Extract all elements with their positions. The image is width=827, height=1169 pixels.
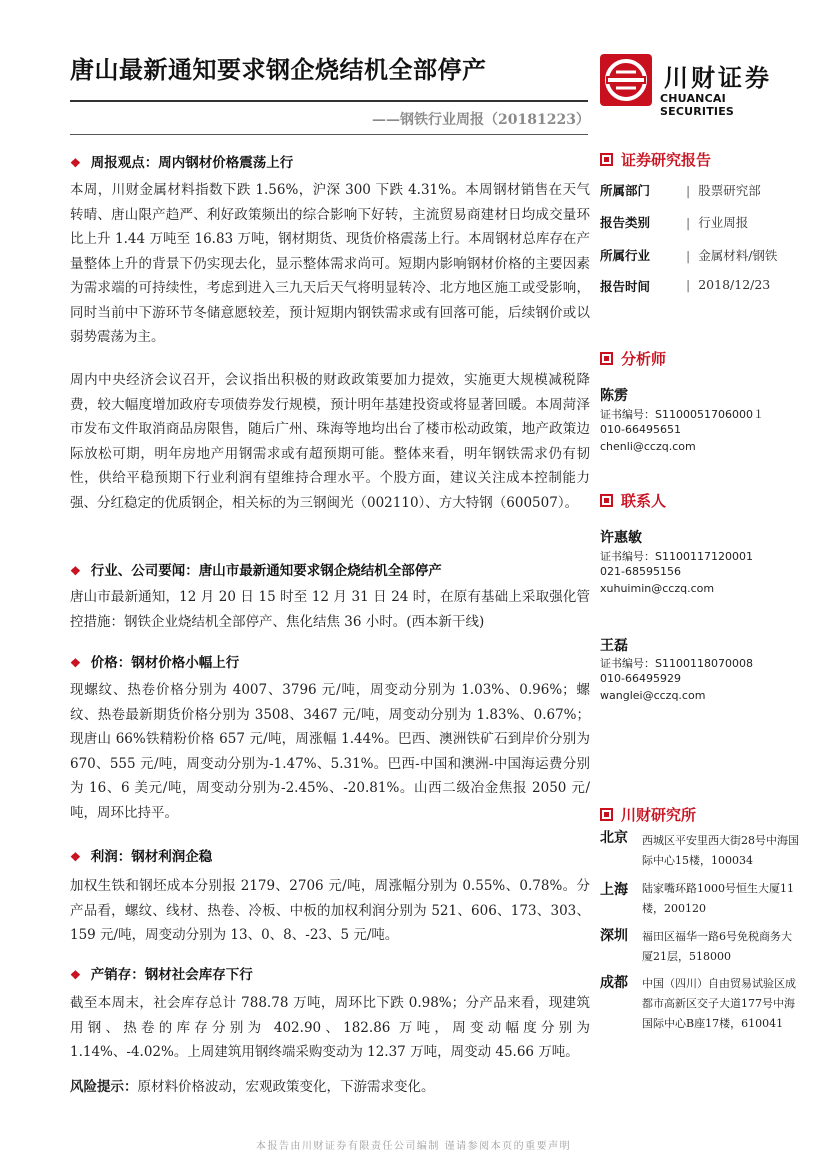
paragraph: 加权生铁和钢坯成本分别报 2179、2706 元/吨，周涨幅分别为 0.55%、0.78%。分产品看，螺纹、线材、热卷、冷板、中板的加权利润分别为 521、606、173、303、159 元/吨，周变动分别为 13、0、8、-23、5 元/吨。 — [70, 878, 590, 943]
contact-cert: 证书编号：S1100117120001 — [600, 550, 753, 563]
paragraph: 截至本周末，社会库存总计 788.78 万吨，周环比下跌 0.98%；分产品来看，现建筑用钢、热卷的库存分别为 402.90、182.86 万吨，周变动幅度分别为 1.14%、-4.02%。上周建筑用钢终端采购变动为 12.37 万吨，周变动 45.66 万吨。 — [70, 995, 590, 1060]
section-heading: ❖ 价格：钢材价格小幅上行 — [70, 655, 240, 671]
square-bullet-icon — [600, 352, 613, 365]
diamond-icon: ❖ — [70, 850, 81, 864]
sidebar-heading-institute: 川财研究所 — [600, 804, 696, 825]
analyst-cert: 证书编号：S1100051706000１ — [600, 408, 764, 421]
sidebar-heading-analyst: 分析师 — [600, 348, 666, 369]
office-city: 深圳 — [600, 928, 628, 944]
logo-chinese-name: 川财证券 — [664, 64, 772, 92]
section-heading: ❖ 周报观点：周内钢材价格震荡上行 — [70, 155, 294, 171]
analyst-email[interactable]: chenli@cczq.com — [600, 440, 696, 453]
paragraph: 本周，川财金属材料指数下跌 1.56%，沪深 300 下跌 4.31%。本周钢材销售在天气转晴、唐山限产趋严、利好政策频出的综合影响下好转，主流贸易商建材日均成交量环比上升 1.44 万吨至 16.83 万吨，钢材期货、现货价格震荡上行。本周钢材总库存在产量整体上升的背景下仍实现去化，显示整体需求尚可。短期内影响钢材价格的主要因素为需求端的可持续性，考虑到进入三九天后天气将明显转冷、北方地区施工或受影响，同时当前中下游环节冬储意愿较差，预计短期内钢铁需求或有回落可能，后续钢价或以弱势震荡为主。 — [70, 182, 590, 345]
risk-label: 风险提示： — [70, 1079, 138, 1095]
risk-text: 原材料价格波动，宏观政策变化，下游需求变化。 — [137, 1079, 435, 1095]
contact-name: 王磊 — [600, 638, 628, 654]
office-city: 上海 — [600, 882, 628, 898]
office-city: 成都 — [600, 975, 628, 991]
contact-name: 许惠敏 — [600, 530, 642, 546]
chuancai-logo-icon — [600, 54, 652, 106]
contact-phone: 010-66495929 — [600, 672, 681, 685]
office-city: 北京 — [600, 830, 628, 846]
footer-disclaimer: 本报告由川财证券有限责任公司编制 谨请参阅本页的重要声明 — [255, 1141, 572, 1152]
section-heading: ❖ 行业、公司要闻：唐山市最新通知要求钢企烧结机全部停产 — [70, 563, 442, 579]
title-rule-bottom — [70, 134, 588, 135]
office-address: 西城区平安里西大街28号中海国际中心15楼，100034 — [642, 834, 799, 867]
risk-warning — [70, 1075, 590, 1100]
contact-email[interactable]: wanglei@cczq.com — [600, 689, 706, 702]
square-bullet-icon — [600, 153, 613, 166]
report-title: 唐山最新通知要求钢企烧结机全部停产 — [70, 55, 487, 84]
analyst-phone: 010-66495651 — [600, 423, 681, 436]
company-logo — [600, 52, 790, 118]
diamond-icon: ❖ — [70, 564, 81, 578]
section-heading: ❖ 利润：钢材利润企稳 — [70, 849, 213, 865]
contact-phone: 021-68595156 — [600, 565, 681, 578]
sidebar-heading-contact: 联系人 — [600, 490, 666, 511]
office-address: 福田区福华一路6号免税商务大厦21层，518000 — [642, 930, 792, 963]
square-bullet-icon — [600, 494, 613, 507]
report-subtitle: ——钢铁行业周报（20181223） — [372, 112, 590, 128]
paragraph: 现螺纹、热卷价格分别为 4007、3796 元/吨，周变动分别为 1.03%、0.96%；螺纹、热卷最新期货价格分别为 3508、3467 元/吨，周变动分别为 1.83%、0.67%；现唐山 66%铁精粉价格 657 元/吨，周涨幅 1.44%。巴西、澳洲铁矿石到岸价分别为 670、555 元/吨，周变动分别为-1.47%、5.31%。巴西-中国和澳洲-中国海运费分别为 16、6 美元/吨，周变动分别为-2.45%、-20.81%。山西二级冶金焦报 2050 元/吨，周环比持平。 — [70, 682, 590, 821]
paragraph: 唐山市最新通知，12 月 20 日 15 时至 12 月 31 日 24 时，在原有基础上采取强化管控措施：钢铁企业烧结机全部停产、焦化结焦 36 小时。(西本新干线) — [70, 589, 590, 630]
diamond-icon: ❖ — [70, 156, 81, 170]
diamond-icon: ❖ — [70, 968, 81, 982]
paragraph: 周内中央经济会议召开，会议指出积极的财政政策要加力提效，实施更大规模减税降费，较大幅度增加政府专项债券发行规模，预计明年基建投资或将显著回暖。本周菏泽市发布文件取消商品房限售，随后广州、珠海等地均出台了楼市松动政策，地产政策边际放松可期，明年房地产用钢需求或有超预期可能。整体来看，明年钢铁需求仍有韧性，供给平稳预期下行业利润有望维持合理水平。个股方面，建议关注成本控制能力强、分红稳定的优质钢企，相关标的为三钢闽光（002110）、方大特钢（600507）。 — [70, 372, 590, 511]
contact-email[interactable]: xuhuimin@cczq.com — [600, 582, 715, 595]
contact-cert: 证书编号：S1100118070008 — [600, 657, 753, 670]
sidebar-heading-report: 证券研究报告 — [600, 149, 711, 170]
section-heading: ❖ 产销存：钢材社会库存下行 — [70, 967, 253, 983]
square-bullet-icon — [600, 808, 613, 821]
analyst-name: 陈雳 — [600, 388, 628, 404]
logo-english-name: CHUANCAI SECURITIES — [660, 92, 735, 118]
diamond-icon: ❖ — [70, 656, 81, 670]
title-rule-top — [70, 100, 588, 102]
office-address: 中国（四川）自由贸易试验区成都市高新区交子大道177号中海国际中心B座17楼，610041 — [642, 977, 796, 1030]
office-address: 陆家嘴环路1000号恒生大厦11楼，200120 — [642, 882, 794, 915]
